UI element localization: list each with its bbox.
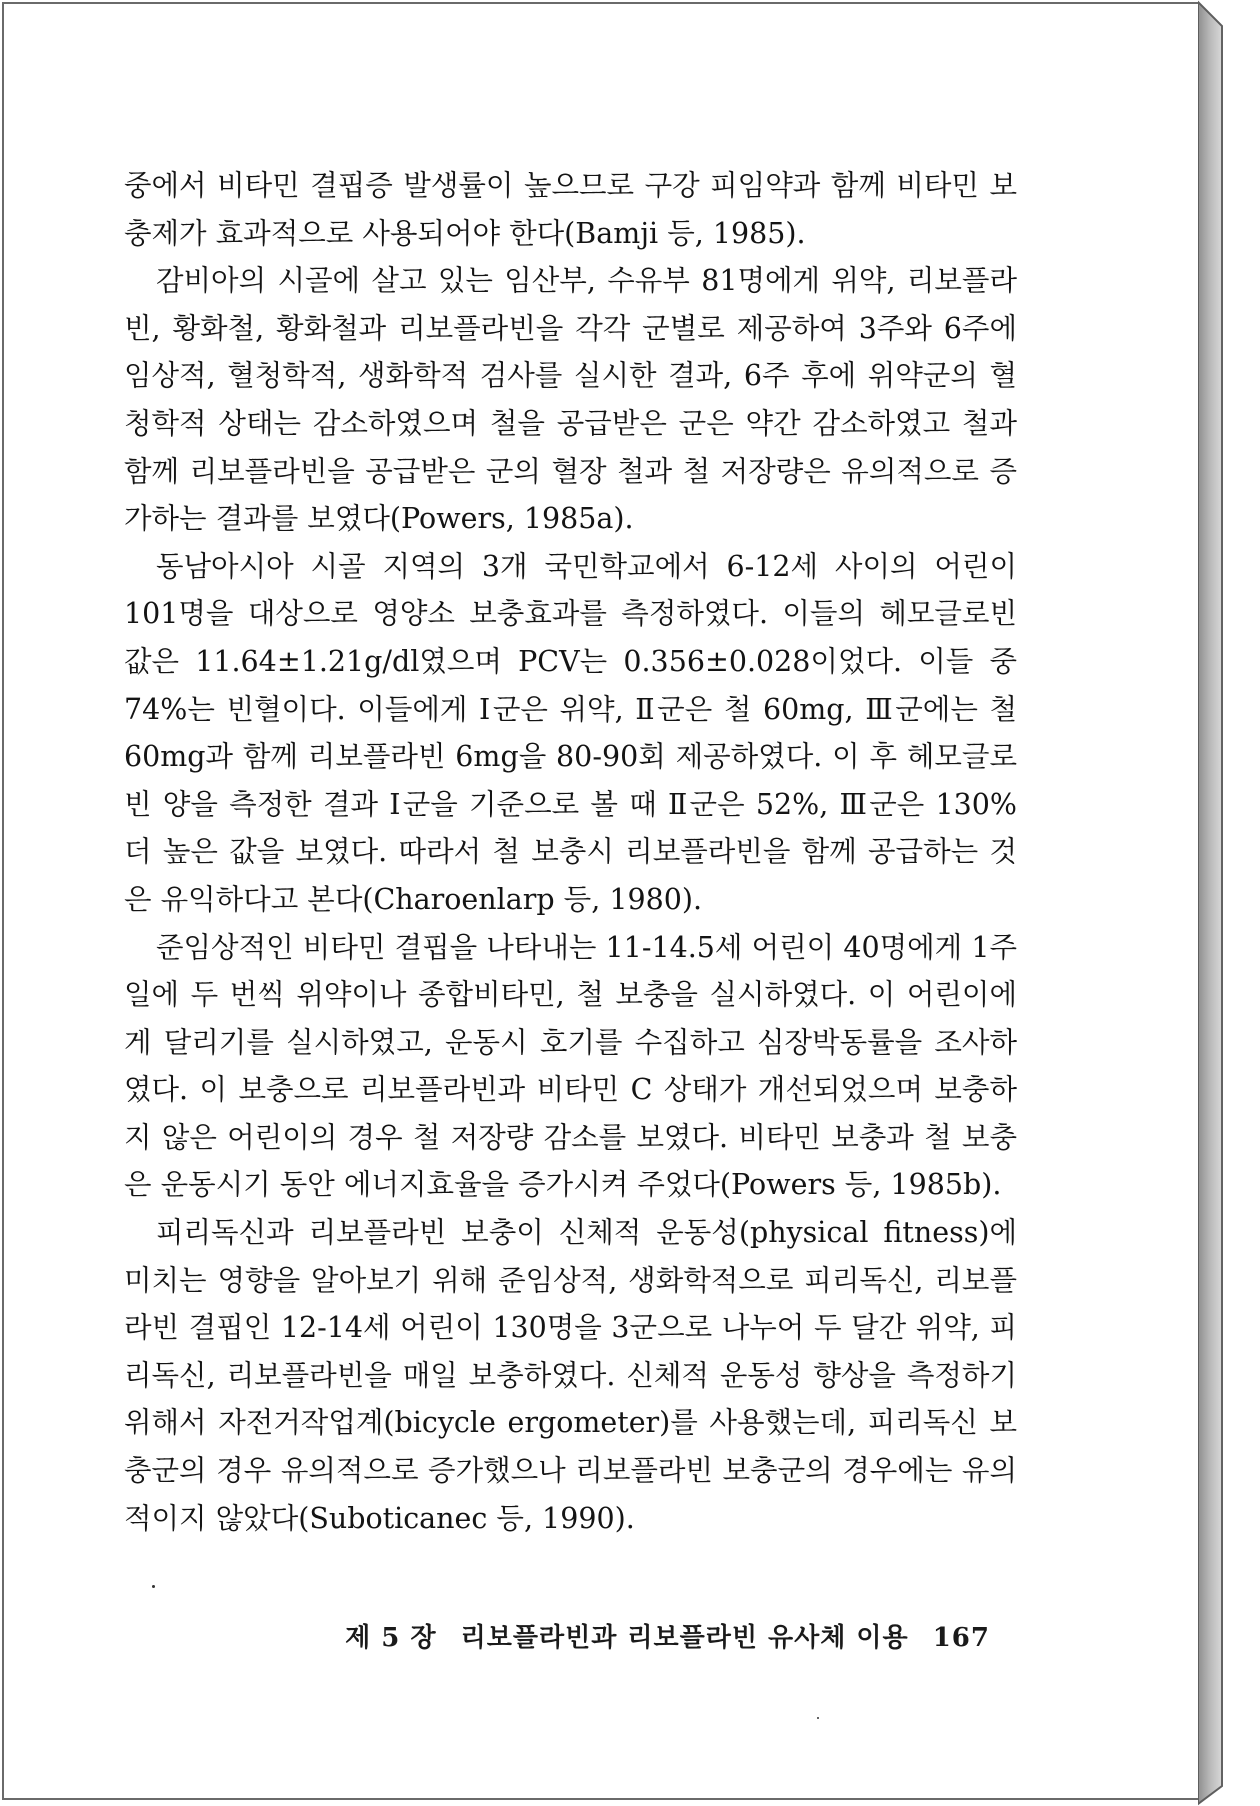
- body-text: [124, 162, 1017, 1542]
- scan-speck: [817, 1717, 819, 1719]
- page-number: 167: [932, 1623, 990, 1653]
- paragraph: 감비아의 시골에 살고 있는 임산부, 수유부 81명에게 위약, 리보플라빈, 황화철, 황화철과 리보플라빈을 각각 군별로 제공하여 3주와 6주에 임상적, 혈청학적, 생화학적 검사를 실시한 결과, 6주 후에 위약군의 혈청학적 상태는 감소하였으며 철을 공급받은 군은 약간 감소하였고 철과 함께 리보플라빈을 공급받은 군의 혈장 철과 철 저장량은 유의적으로 증가하는 결과를 보였다(Powers, 1985a).: [124, 264, 1017, 536]
- paragraph: 준임상적인 비타민 결핍을 나타내는 11-14.5세 어린이 40명에게 1주일에 두 번씩 위약이나 종합비타민, 철 보충을 실시하였다. 이 어린이에게 달리기를 실시하였고, 운동시 호기를 수집하고 심장박동률을 조사하였다. 이 보충으로 리보플라빈과 비타민 C 상태가 개선되었으며 보충하지 않은 어린이의 경우 철 저장량 감소를 보였다. 비타민 보충과 철 보충은 운동시기 동안 에너지효율을 증가시켜 주었다(Powers 등, 1985b).: [124, 930, 1017, 1202]
- paragraph: 피리독신과 리보플라빈 보충이 신체적 운동성(physical fitness)에 미치는 영향을 알아보기 위해 준임상적, 생화학적으로 피리독신, 리보플라빈 결핍인 12-14세 어린이 130명을 3군으로 나누어 두 달간 위약, 피리독신, 리보플라빈을 매일 보충하였다. 신체적 운동성 향상을 측정하기 위해서 자전거작업계(bicycle ergometer)를 사용했는데, 피리독신 보충군의 경우 유의적으로 증가했으나 리보플라빈 보충군의 경우에는 유의적이지 않았다(Suboticanec 등, 1990).: [124, 1216, 1017, 1535]
- running-footer: [0, 1617, 990, 1654]
- page-fold-edge: [1198, 0, 1260, 1806]
- paragraph: 중에서 비타민 결핍증 발생률이 높으므로 구강 피임약과 함께 비타민 보충제가 효과적으로 사용되어야 한다(Bamji 등, 1985).: [124, 169, 1017, 250]
- footer-chapter: 제 5 장: [345, 1623, 437, 1653]
- scan-speck: [152, 1585, 155, 1588]
- paragraph: 동남아시아 시골 지역의 3개 국민학교에서 6-12세 사이의 어린이 101명을 대상으로 영양소 보충효과를 측정하였다. 이들의 헤모글로빈 값은 11.64±1.21g/dl였으며 PCV는 0.356±0.028이었다. 이들 중 74%는 빈혈이다. 이들에게 Ⅰ군은 위약, Ⅱ군은 철 60mg, Ⅲ군에는 철 60mg과 함께 리보플라빈 6mg을 80-90회 제공하였다. 이 후 헤모글로빈 양을 측정한 결과 Ⅰ군을 기준으로 볼 때 Ⅱ군은 52%, Ⅲ군은 130% 더 높은 값을 보였다. 따라서 철 보충시 리보플라빈을 함께 공급하는 것은 유익하다고 본다(Charoenlarp 등, 1980).: [124, 549, 1017, 916]
- footer-title: 리보플라빈과 리보플라빈 유사체 이용: [460, 1623, 909, 1653]
